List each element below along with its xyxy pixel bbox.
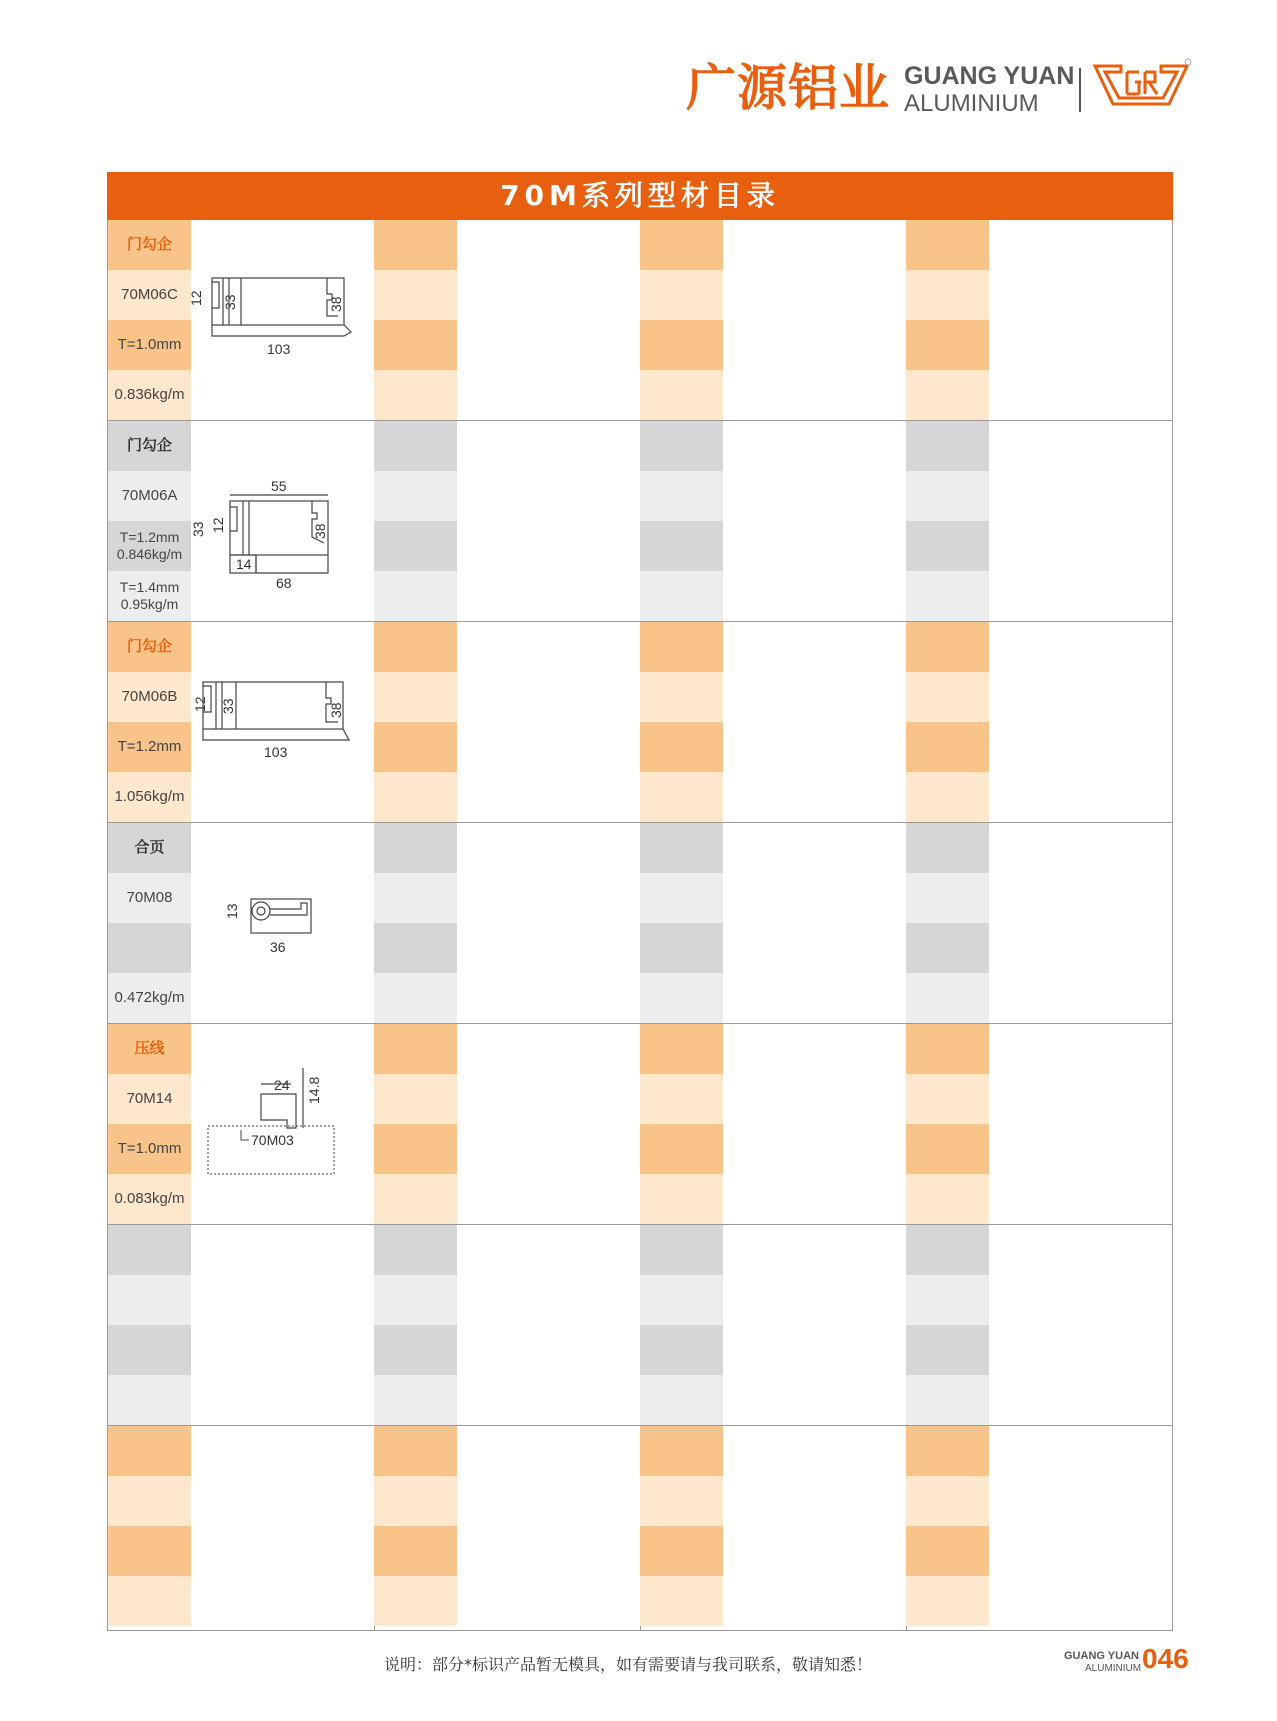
- grid-row: [108, 421, 1172, 622]
- dim-label: 68: [276, 575, 292, 591]
- catalog-title-bar: [107, 172, 1173, 220]
- gr-logo-icon: [1091, 58, 1191, 114]
- empty-profile-cell: [374, 1024, 640, 1224]
- empty-profile-cell: [640, 622, 906, 822]
- brand-english-subtitle: ALUMINIUM: [904, 90, 1039, 117]
- dim-label: 33: [190, 521, 206, 537]
- dim-label: 103: [264, 744, 288, 760]
- profile-cell: [108, 421, 374, 621]
- empty-profile-cell: [640, 1225, 906, 1425]
- dim-label: 55: [271, 478, 287, 494]
- empty-profile-cell: [906, 421, 1172, 621]
- footer-brand-subtitle: ALUMINIUM: [1085, 1663, 1142, 1674]
- empty-profile-cell: [640, 1426, 906, 1626]
- brand-chinese-name: 广源铝业: [686, 59, 890, 117]
- empty-profile-cell: [374, 622, 640, 822]
- dim-label: 14: [236, 556, 252, 572]
- empty-profile-cell: [640, 823, 906, 1023]
- profile-cell: [108, 1024, 374, 1224]
- profile-drawing: [191, 622, 374, 822]
- profile-weight: 0.836kg/m: [108, 370, 191, 420]
- profile-code: 70M06B: [108, 672, 191, 722]
- profile-thickness: T=1.0mm: [108, 1124, 191, 1174]
- profile-code: 70M06C: [108, 270, 191, 320]
- empty-profile-cell: [374, 220, 640, 420]
- brand-english-name: GUANG YUAN: [904, 62, 1075, 90]
- profile-name: 门勾企: [108, 220, 191, 270]
- profile-code: 70M06A: [108, 471, 191, 521]
- footer-brand-name: GUANG YUAN: [1064, 1650, 1139, 1662]
- empty-profile-cell: [906, 1024, 1172, 1224]
- dim-label: 33: [222, 294, 238, 310]
- profile-name: 门勾企: [108, 622, 191, 672]
- dim-label: 38: [312, 523, 328, 539]
- dim-label: 70M03: [251, 1132, 294, 1148]
- profile-cell: [108, 220, 374, 420]
- empty-profile-cell: [374, 1426, 640, 1626]
- empty-profile-cell: [108, 1426, 374, 1626]
- profile-cell: [108, 823, 374, 1023]
- empty-profile-cell: [906, 220, 1172, 420]
- grid-row: [108, 823, 1172, 1024]
- profile-thickness: [108, 923, 191, 973]
- empty-profile-cell: [640, 421, 906, 621]
- empty-profile-cell: [906, 1426, 1172, 1626]
- profile-drawing: [191, 1024, 374, 1224]
- profile-drawing: [188, 220, 374, 420]
- profile-name: 门勾企: [108, 421, 191, 471]
- profile-weight: 0.472kg/m: [108, 973, 191, 1023]
- grid-row: [108, 1426, 1172, 1627]
- profile-code: 70M08: [108, 873, 191, 923]
- empty-profile-cell: [640, 1024, 906, 1224]
- profile-name: 压线: [108, 1024, 191, 1074]
- profile-grid: [107, 220, 1173, 1631]
- profile-weight: T=1.4mm 0.95kg/m: [108, 571, 191, 621]
- dim-label: 14.8: [306, 1076, 322, 1104]
- empty-profile-cell: [906, 622, 1172, 822]
- empty-profile-cell: [906, 1225, 1172, 1425]
- empty-profile-cell: [640, 220, 906, 420]
- grid-row: [108, 1024, 1172, 1225]
- profile-name: 合页: [108, 823, 191, 873]
- dim-label: 36: [270, 939, 286, 955]
- profile-weight: 0.083kg/m: [108, 1174, 191, 1224]
- footer-note: 说明：部分*标识产品暂无模具，如有需要请与我司联系，敬请知悉！: [384, 1655, 873, 1674]
- catalog-title: 70M系列型材目录: [500, 179, 780, 212]
- grid-row: [108, 622, 1172, 823]
- dim-label: 38: [328, 702, 344, 718]
- profile-thickness: T=1.2mm 0.846kg/m: [108, 521, 191, 571]
- profile-drawing: [191, 823, 374, 1023]
- empty-profile-cell: [906, 823, 1172, 1023]
- empty-profile-cell: [374, 823, 640, 1023]
- empty-profile-cell: [374, 1225, 640, 1425]
- dim-label: 12: [188, 290, 204, 306]
- profile-drawing: [191, 421, 374, 621]
- dim-label: 12: [192, 696, 208, 712]
- profile-weight: 1.056kg/m: [108, 772, 191, 822]
- dim-label: 13: [224, 903, 240, 919]
- profile-thickness: T=1.0mm: [108, 320, 191, 370]
- profile-thickness: T=1.2mm: [108, 722, 191, 772]
- dim-label: 103: [267, 341, 291, 357]
- dim-label: 24: [274, 1077, 290, 1093]
- grid-row: [108, 220, 1172, 421]
- dim-label: 33: [220, 698, 236, 714]
- empty-profile-cell: [374, 421, 640, 621]
- dim-label: 12: [210, 517, 226, 533]
- grid-row: [108, 1225, 1172, 1426]
- page-number: 046: [1142, 1643, 1189, 1674]
- profile-cell: [108, 622, 374, 822]
- brand-divider: [1079, 68, 1081, 112]
- dim-label: 38: [328, 296, 344, 312]
- empty-profile-cell: [108, 1225, 374, 1425]
- profile-code: 70M14: [108, 1074, 191, 1124]
